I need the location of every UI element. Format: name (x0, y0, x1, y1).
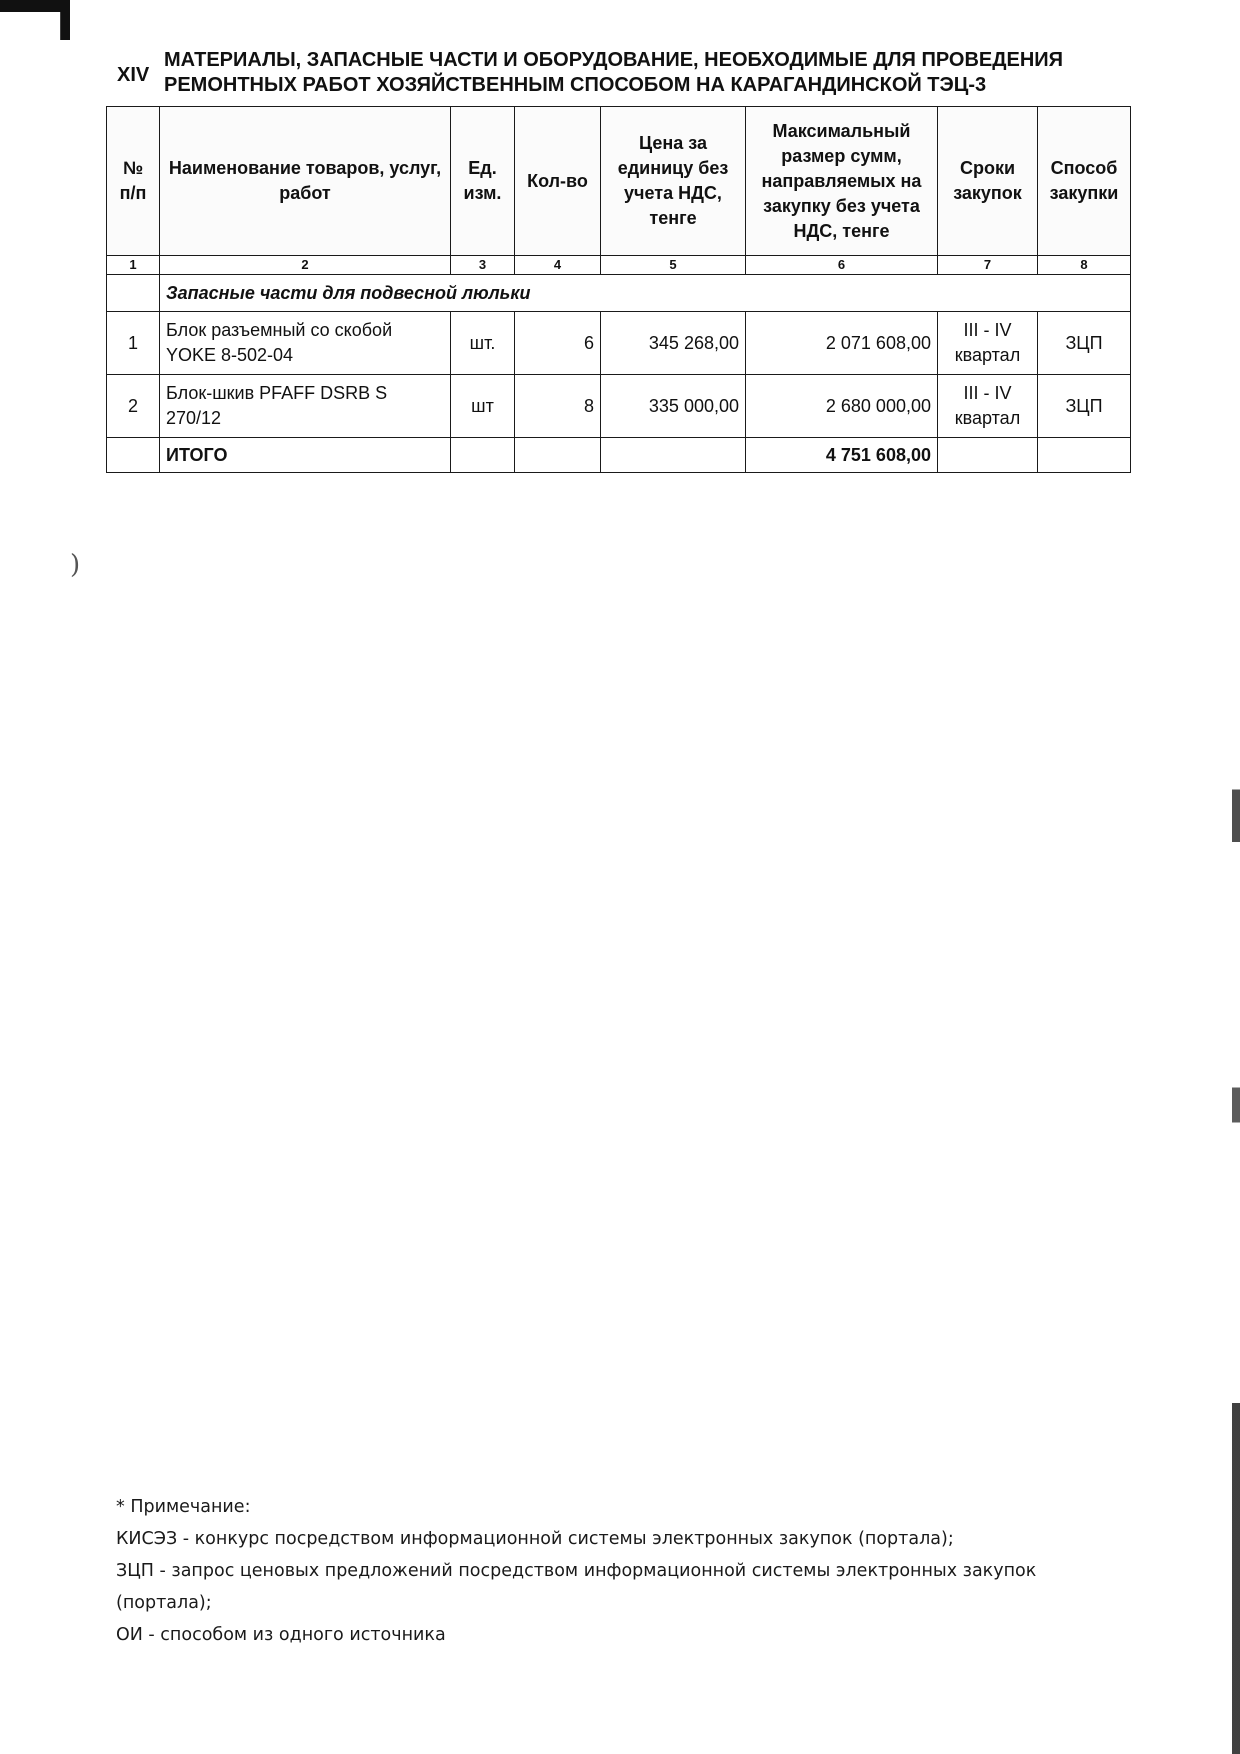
group-title: Запасные части для подвесной люльки (160, 275, 1131, 312)
row-num: 1 (107, 312, 160, 375)
row-max-sum: 2 680 000,00 (746, 375, 938, 438)
column-number: 6 (746, 256, 938, 275)
row-qty: 8 (515, 375, 601, 438)
header-unit: Ед. изм. (451, 107, 515, 256)
scan-artifact-edge (1232, 0, 1240, 1754)
row-name: Блок-шкив PFAFF DSRB S 270/12 (160, 375, 451, 438)
header-method: Способ закупки (1038, 107, 1131, 256)
row-num: 2 (107, 375, 160, 438)
header-price: Цена за единицу без учета НДС, тенге (601, 107, 746, 256)
column-number: 7 (938, 256, 1038, 275)
row-price: 335 000,00 (601, 375, 746, 438)
procurement-table (106, 106, 1131, 473)
column-numbers-row (107, 256, 1131, 275)
row-terms: III - IV квартал (938, 375, 1038, 438)
column-number: 2 (160, 256, 451, 275)
total-label: ИТОГО (160, 438, 451, 473)
row-name: Блок разъемный со скобой YOKE 8-502-04 (160, 312, 451, 375)
column-number: 4 (515, 256, 601, 275)
notes-title: * Примечание: (116, 1497, 251, 1517)
notes-block (116, 1491, 1116, 1651)
column-number: 5 (601, 256, 746, 275)
header-max-sum: Максимальный размер сумм, направляемых на закупку без учета НДС, тенге (746, 107, 938, 256)
total-spacer (451, 438, 515, 473)
total-value: 4 751 608,00 (746, 438, 938, 473)
column-number: 8 (1038, 256, 1131, 275)
total-spacer (515, 438, 601, 473)
table-row (107, 375, 1131, 438)
column-number: 1 (107, 256, 160, 275)
note-line: ОИ - способом из одного источника (116, 1625, 446, 1645)
header-qty: Кол-во (515, 107, 601, 256)
table-header-row (107, 107, 1131, 256)
group-row-spacer (107, 275, 160, 312)
header-num: № п/п (107, 107, 160, 256)
total-spacer (107, 438, 160, 473)
row-method: ЗЦП (1038, 312, 1131, 375)
row-terms: III - IV квартал (938, 312, 1038, 375)
row-max-sum: 2 071 608,00 (746, 312, 938, 375)
scan-artifact-corner (0, 0, 70, 40)
group-row (107, 275, 1131, 312)
total-spacer (1038, 438, 1131, 473)
row-unit: шт (451, 375, 515, 438)
table-row (107, 312, 1131, 375)
row-price: 345 268,00 (601, 312, 746, 375)
note-line: ЗЦП - запрос ценовых предложений посредством информационной системы электронных закупок (портала); (116, 1561, 1037, 1613)
row-qty: 6 (515, 312, 601, 375)
row-method: ЗЦП (1038, 375, 1131, 438)
scan-artifact-mark: ) (70, 550, 81, 580)
total-row (107, 438, 1131, 473)
section-title: МАТЕРИАЛЫ, ЗАПАСНЫЕ ЧАСТИ И ОБОРУДОВАНИЕ, НЕОБХОДИМЫЕ ДЛЯ ПРОВЕДЕНИЯ РЕМОНТНЫХ РАБОТ ХОЗЯЙСТВЕННЫМ СПОСОБОМ НА КАРАГАНДИНСКОЙ ТЭЦ-3 (164, 49, 1064, 96)
header-terms: Сроки закупок (938, 107, 1038, 256)
total-spacer (938, 438, 1038, 473)
column-number: 3 (451, 256, 515, 275)
header-name: Наименование товаров, услуг, работ (160, 107, 451, 256)
section-number: XIV (117, 64, 150, 86)
total-spacer (601, 438, 746, 473)
row-unit: шт. (451, 312, 515, 375)
note-line: КИСЭЗ - конкурс посредством информационной системы электронных закупок (портала); (116, 1529, 954, 1549)
